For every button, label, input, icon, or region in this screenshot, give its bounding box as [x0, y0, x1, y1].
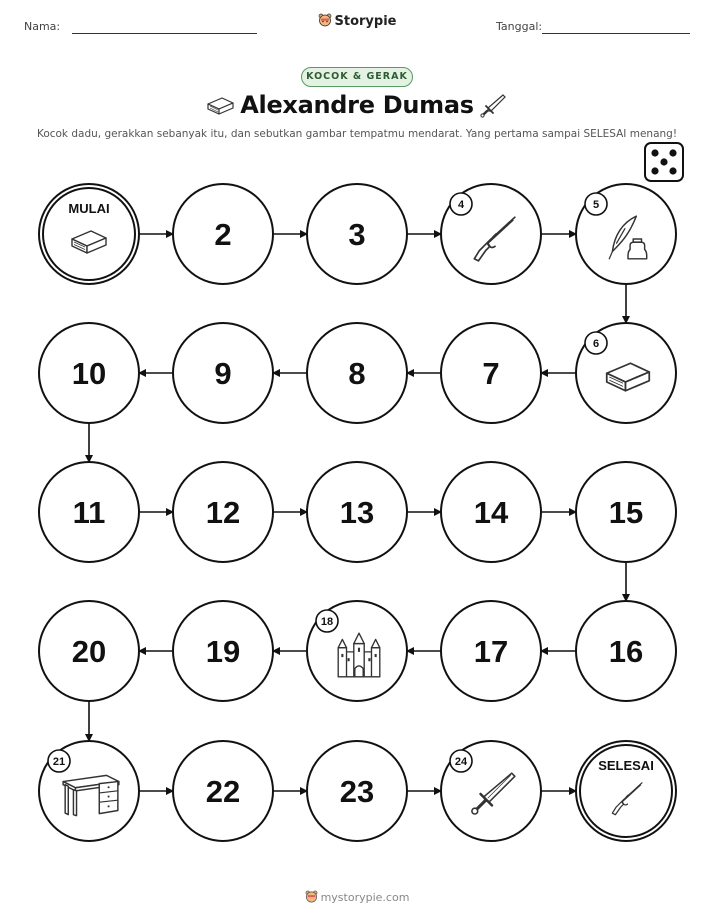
cell-number: 2 — [214, 217, 232, 252]
board-cell-3[interactable] — [307, 184, 407, 284]
cell-number: 22 — [205, 774, 241, 809]
board-cell-11[interactable] — [39, 462, 139, 562]
cell-number: 5 — [592, 199, 600, 211]
cell-number: 6 — [592, 338, 600, 350]
board-cell-17[interactable] — [441, 601, 541, 701]
cell-number: 18 — [320, 616, 334, 628]
board-cell-6[interactable] — [576, 323, 676, 423]
board-cell-20[interactable] — [39, 601, 139, 701]
board-cell-1[interactable] — [39, 184, 139, 284]
footer — [0, 890, 714, 904]
cell-number: 11 — [72, 495, 106, 530]
board-cell-23[interactable] — [307, 741, 407, 841]
board-cell-24[interactable] — [441, 741, 541, 841]
board-cell-10[interactable] — [39, 323, 139, 423]
cell-circle — [576, 741, 676, 841]
board-cell-8[interactable] — [307, 323, 407, 423]
board-cell-4[interactable] — [441, 184, 541, 284]
cell-number: 7 — [482, 356, 500, 391]
board-cell-25[interactable] — [576, 741, 676, 841]
cell-label: MULAI — [68, 201, 110, 216]
board-cell-12[interactable] — [173, 462, 273, 562]
bear-logo-icon — [305, 890, 318, 903]
activity-badge: KOCOK & GERAK — [301, 67, 413, 87]
cell-number: 10 — [71, 356, 107, 391]
cell-number: 13 — [339, 495, 375, 530]
board-cell-5[interactable] — [576, 184, 676, 284]
cell-number: 21 — [52, 756, 66, 768]
instructions: Kocok dadu, gerakkan sebanyak itu, dan sebutkan gambar tempatmu mendarat. Yang pertama sampai SELESAI menang! — [36, 128, 678, 140]
name-label: Nama: — [24, 20, 61, 33]
board-cell-16[interactable] — [576, 601, 676, 701]
brand-name: Storypie — [334, 14, 397, 29]
cell-number: 24 — [454, 756, 468, 768]
cell-number: 4 — [457, 199, 465, 211]
board-cell-19[interactable] — [173, 601, 273, 701]
cell-number: 8 — [348, 356, 366, 391]
cell-number: 15 — [608, 495, 644, 530]
cell-number: 17 — [473, 634, 509, 669]
cell-label: SELESAI — [598, 758, 654, 773]
cell-number: 19 — [205, 634, 241, 669]
board-cell-9[interactable] — [173, 323, 273, 423]
footer-url: mystorypie.com — [320, 891, 410, 904]
date-label: Tanggal: — [496, 20, 543, 33]
board-cell-21[interactable] — [39, 741, 139, 841]
board-cell-18[interactable] — [307, 601, 407, 701]
page-title: Alexandre Dumas — [240, 91, 474, 119]
board-cell-7[interactable] — [441, 323, 541, 423]
cell-number: 14 — [473, 495, 509, 530]
cell-number: 12 — [205, 495, 241, 530]
board-cell-14[interactable] — [441, 462, 541, 562]
board-cell-22[interactable] — [173, 741, 273, 841]
cell-number: 16 — [608, 634, 644, 669]
cell-number: 23 — [339, 774, 375, 809]
cell-number: 9 — [214, 356, 232, 391]
board-cell-13[interactable] — [307, 462, 407, 562]
cell-number: 3 — [348, 217, 366, 252]
board-cell-2[interactable] — [173, 184, 273, 284]
cell-number: 20 — [71, 634, 107, 669]
board-cell-15[interactable] — [576, 462, 676, 562]
